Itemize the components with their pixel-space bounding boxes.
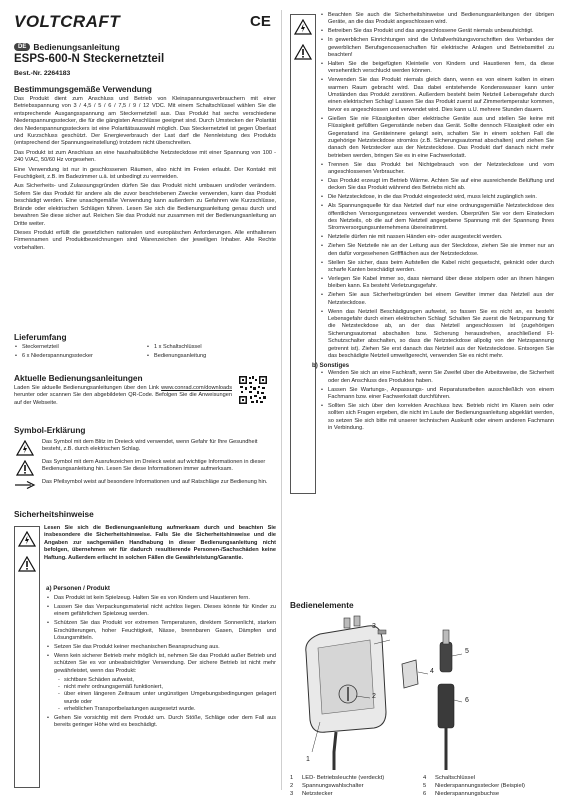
legend-item: 3 Netzstecker	[290, 791, 333, 797]
list-item: • 1 x Schaltschlüssel	[154, 344, 276, 351]
dash-item: - nicht mehr ordnungsgemäß funktioniert,	[64, 684, 276, 691]
list-item: • Netzteile dürfen nie mit nassen Händen ein- oder ausgesteckt werden.	[328, 234, 554, 241]
symbol-text-exclamation: Das Symbol mit dem Ausrufezeichen im Dreieck weist auf wichtige Informationen in dieser Bedienungsanleitung hin. Lesen Sie diese Informationen immer aufmerksam.	[42, 459, 266, 473]
safety-list-a	[46, 595, 276, 731]
paragraph: Das Produkt ist zum Anschluss an eine haushaltsübliche Netzsteckdose mit einer Spannung von 100 - 240 V/AC, 50/60 Hz vorgesehen.	[14, 149, 276, 164]
section-heading-intended-use: Bestimmungsgemäße Verwendung	[14, 84, 152, 94]
manual-label: Bedienungsanleitung	[33, 42, 120, 52]
list-item: • Beachten Sie auch die Sicherheitshinweise und Bedienungsanleitungen der übrigen Geräte, an die das Produkt angeschlossen wird.	[328, 12, 554, 27]
list-item: • Das Produkt erzeugt im Betrieb Wärme. Achten Sie auf eine ausreichende Belüftung und decken Sie das Produkt während des Betriebs nicht ab.	[328, 178, 554, 193]
symbol-text-lightning: Das Symbol mit dem Blitz im Dreieck wird verwendet, wenn Gefahr für Ihre Gesundheit besteht, z.B. durch elektrischen Schlag.	[42, 439, 258, 453]
list-item: • 6 x Niederspannungsstecker	[22, 353, 144, 360]
column-divider	[281, 10, 282, 790]
callout-4: 4	[430, 668, 434, 675]
list-item: • Lassen Sie das Verpackungsmaterial nicht achtlos liegen. Dieses könnte für Kinder zu einem gefährlichen Spielzeug werden.	[54, 604, 276, 619]
symbol-text-arrow: Das Pfeilsymbol weist auf besondere Informationen und auf Ratschläge zur Bedienung hin.	[42, 479, 268, 485]
dash-item: - sichtbare Schäden aufweist,	[64, 677, 276, 684]
safety-icon-box-right	[290, 14, 316, 494]
section-heading-safety: Sicherheitshinweise	[14, 509, 94, 519]
manuals-text	[14, 385, 232, 407]
list-item: • Wenn kein sicherer Betrieb mehr möglich ist, nehmen Sie das Produkt außer Betrieb und schützen Sie es vor unbeabsichtigter Verwendung. Der sichere Betrieb ist nicht mehr gewährleistet, wenn das Produkt:	[54, 653, 276, 675]
list-item: • In gewerblichen Einrichtungen sind die Unfallverhütungsvorschriften des Verbandes der gewerblichen Berufsgenossenschaften für elektrische Anlagen und Betriebsmittel zu beachten!	[328, 37, 554, 59]
list-item: • Trennen Sie das Produkt bei Nichtgebrauch von der Netzsteckdose und vom angeschlossenen Verbraucher.	[328, 162, 554, 177]
callout-6: 6	[465, 697, 469, 704]
ce-mark: CE	[250, 13, 271, 30]
subsection-other: b) Sonstiges	[312, 361, 350, 369]
list-item: • Setzen Sie das Produkt keiner mechanischen Beanspruchung aus.	[54, 644, 276, 651]
lightning-warning-icon	[16, 440, 34, 456]
lightning-warning-icon	[294, 19, 312, 35]
callout-1: 1	[306, 756, 310, 763]
callout-2: 2	[372, 693, 376, 700]
list-item: • Steckernetzteil	[22, 344, 144, 351]
legend-item: 5 Niederspannungsstecker (Beispiel)	[423, 783, 525, 789]
download-link[interactable]: www.conrad.com/downloads	[161, 385, 232, 391]
manuals-text-b: herunter oder scannen Sie den abgebildeten QR-Code. Befolgen Sie die Anweisungen auf der Webseite.	[14, 392, 232, 406]
list-item: • Ziehen Sie aus Sicherheitsgründen bei einem Gewitter immer das Netzteil aus der Netzsteckdose.	[328, 292, 554, 307]
list-item: • Die Netzsteckdose, in die das Produkt eingesteckt wird, muss leicht zugänglich sein.	[328, 194, 554, 201]
exclamation-warning-icon	[16, 460, 34, 476]
language-badge: DE	[14, 43, 30, 51]
legend-item: 2 Spannungswahlschalter	[290, 783, 364, 789]
list-item: • Gießen Sie nie Flüssigkeiten über elektrische Geräte aus und stellen Sie keine mit Flüssigkeit gefüllten Gegenstände neben das Gerät. Sollte dennoch Flüssigkeit oder ein Gegenstand ins Geräteinnere gelangt sein, schalten Sie in einem solchen Fall die zugehörige Netzsteckdose stromlos (z.B. Sicherungsautomat abschalten) und ziehen Sie danach den Netzstecker aus der Netzsteckdose. Das Produkt darf danach nicht mehr betrieben werden, bringen Sie es in eine Fachwerkstatt.	[328, 116, 554, 160]
legend-item: 1 LED- Betriebsleuchte (verdeckt)	[290, 775, 385, 781]
section-heading-controls: Bedienelemente	[290, 600, 354, 610]
list-item: • Stellen Sie sicher, dass beim Aufstellen die Kabel nicht gequetscht, geknickt oder durch scharfe Kanten beschädigt werden.	[328, 260, 554, 275]
safety-intro-bold: Lesen Sie sich die Bedienungsanleitung aufmerksam durch und beachten Sie insbesondere die Sicherheitshinweise. Falls Sie die Sicherheitshinweise und die Angaben zur sachgemäßen Handhabung in dieser Bedienungsanleitung nicht befolgen, übernehmen wir für dadurch resultierende Personen-/Sachschäden keine Haftung. Außerdem erlischt in solchen Fällen die Gewährleistung/Garantie.	[44, 525, 276, 561]
lightning-warning-icon	[18, 531, 36, 547]
subsection-persons-product: a) Personen / Produkt	[46, 585, 110, 592]
list-item: • Wenn das Netzteil Beschädigungen aufweist, so fassen Sie es nicht an, es besteht Lebensgefahr durch einen elektrischen Schlag! Schalten Sie zuerst die Netzspannung für die Netzsteckdose ab, an der das Netzteil angeschlossen ist (zugehörigen Sicherungsautomat abschalten bzw. Sicherung herausdrehen, anschließend FI-Schutzschalter abschalten, so dass die Netzsteckdose allpolig von der Netzspannung getrennt ist). Ziehen Sie erst danach das Netzteil aus der Netzsteckdose. Entsorgen Sie das beschädigte Netzteil umweltgerecht, verwenden Sie es nicht mehr.	[328, 309, 554, 361]
paragraph: Dieses Produkt erfüllt die gesetzlichen nationalen und europäischen Anforderungen. Alle enthaltenen Firmennamen und Produktbezeichnungen sind Warenzeichen der jeweiligen Inhaber. Alle Rechte vorbehalten.	[14, 229, 276, 251]
list-item: • Als Spannungsquelle für das Netzteil darf nur eine ordnungsgemäße Netzsteckdose des öffentlichen Versorgungsnetzes verwendet werden. Überprüfen Sie vor dem Einstecken des Netzteils, ob die auf dem Netzteil angegebene Spannung mit der Spannung Ihres Stromversorgungsunternehmens übereinstimmt.	[328, 203, 554, 233]
safety-list-right	[312, 12, 554, 434]
section-heading-symbols: Symbol-Erklärung	[14, 425, 86, 435]
product-illustration	[290, 612, 480, 770]
exclamation-warning-icon	[18, 556, 36, 572]
list-item: • Gehen Sie vorsichtig mit dem Produkt um. Durch Stöße, Schläge oder dem Fall aus bereits geringer Höhe wird es beschädigt.	[54, 715, 276, 730]
delivery-list	[14, 344, 276, 362]
paragraph: Aus Sicherheits- und Zulassungsgründen dürfen Sie das Produkt nicht umbauen und/oder verändern. Sofern Sie das Produkt für andere als die zuvor beschriebenen Zwecke verwenden, kann das Produkt beschädigt werden. Eine unsachgemäße Verwendung kann außerdem zu Gefahren wie Kurzschlüsse, Brände oder elektrischen Schlägen führen. Lesen Sie sich die Bedienungsanleitung genau durch und bewahren Sie diese sicher auf. Reichen Sie das Produkt nur zusammen mit der Bedienungsanleitung an Dritte weiter.	[14, 183, 276, 227]
brand-logo: VOLTCRAFT	[14, 12, 121, 31]
dash-item: - erheblichen Transportbelastungen ausgesetzt wurde.	[64, 706, 276, 713]
safety-icon-box	[14, 526, 40, 788]
list-item: • Sollten Sie sich über den korrekten Anschluss bzw. Betrieb nicht im Klaren sein oder sollten sich Fragen ergeben, die nicht im Laufe der Bedienungsanleitung abgeklärt werden, so setzen Sie sich bitte mit unserer technischen Auskunft oder einem anderen Fachmann in Verbindung.	[328, 403, 554, 433]
list-item: • Wenden Sie sich an eine Fachkraft, wenn Sie Zweifel über die Arbeitsweise, die Sicherheit oder den Anschluss des Produktes haben.	[328, 370, 554, 385]
list-item: • Lassen Sie Wartungs-, Anpassungs- und Reparaturarbeiten ausschließlich von einem Fachmann bzw. einer Fachwerkstatt durchführen.	[328, 387, 554, 402]
list-item: • Ziehen Sie Netzteile nie an der Leitung aus der Steckdose, ziehen Sie sie immer nur an den dafür vorgesehenen Griffflächen aus der Netzsteckdose.	[328, 243, 554, 258]
section-heading-manuals: Aktuelle Bedienungsanleitungen	[14, 373, 143, 383]
manuals-text-a: Laden Sie aktuelle Bedienungsanleitungen über den Link	[14, 385, 162, 391]
legend-item: 6 Niederspannungsbuchse	[423, 791, 500, 797]
paragraph: Eine Verwendung ist nur in geschlossenen Räumen, also nicht im Freien erlaubt. Der Kontakt mit Feuchtigkeit, z.B. im Badezimmer u.ä. ist unbedingt zu vermeiden.	[14, 166, 276, 181]
list-item: • Betreiben Sie das Produkt und das angeschlossene Gerät niemals unbeaufsichtigt.	[328, 28, 554, 35]
list-item: • Verlegen Sie Kabel immer so, dass niemand über diese stolpern oder an ihnen hängen bleiben kann. Es besteht Verletzungsgefahr.	[328, 276, 554, 291]
exclamation-warning-icon	[294, 44, 312, 60]
article-number: Best.-Nr. 2264183	[14, 70, 71, 77]
intended-use-text	[14, 96, 276, 254]
callout-3: 3	[372, 623, 376, 630]
paragraph: Das Produkt dient zum Anschluss und Betrieb von Kleinspannungsverbrauchern mit einer Betriebsspannung von 3 / 4,5 / 5 / 6 / 7,5 / 9 / 12 VDC. Mit einem Schaltschlüssel wählen Sie die entsprechende Ausgangsspannung am Steckernetzteil aus. Das Produkt hat sechs verschiedene Niederspannungsstecker, die für die gängisten Anschlüsse geeignet sind. Durch Umstecken der Polarität des Niederspannungssteckers ist eine Polaritätsauswahl möglich. Das Steckernetzteil ist gegen Überlast und Kurzschluss geschützt. Der Energieverbrauch der Last darf die Nennleistung des Produkts (entsprechend der Spannungseinstellung) trotzdem nicht überschreiten.	[14, 96, 276, 147]
section-heading-delivery: Lieferumfang	[14, 332, 67, 342]
list-item: • Das Produkt ist kein Spielzeug. Halten Sie es von Kindern und Haustieren fern.	[54, 595, 276, 602]
list-item: • Bedienungsanleitung	[154, 353, 276, 360]
language-label	[14, 42, 120, 52]
product-title: ESPS-600-N Steckernetzteil	[14, 53, 165, 65]
legend-item: 4 Schaltschlüssel	[423, 775, 475, 781]
controls-legend	[290, 774, 556, 798]
dash-item: - über einen längeren Zeitraum unter ungünstigen Umgebungsbedingungen gelagert wurde oder	[64, 691, 276, 706]
list-item: • Schützen Sie das Produkt vor extremen Temperaturen, direktem Sonnenlicht, starken Erschütterungen, hoher Feuchtigkeit, Nässe, brennbaren Gasen, Dämpfen und Lösungsmitteln.	[54, 620, 276, 642]
callout-5: 5	[465, 648, 469, 655]
list-item: • Halten Sie die beigefügten Kleinteile von Kindern und Haustieren fern, da diese versehentlich verschluckt werden können.	[328, 61, 554, 76]
list-item: • Verwenden Sie das Produkt niemals gleich dann, wenn es von einem kalten in einen warmen Raum gebracht wird. Das dabei entstehende Kondenswasser kann unter Umständen das Produkt zerstören. Außerdem besteht beim Netzteil Lebensgefahr durch einen elektrischen Schlag! Lassen Sie das Produkt zuerst auf Zimmertemperatur kommen, bevor es angeschlossen und verwendet wird. Dies kann u.U. mehrere Stunden dauern.	[328, 77, 554, 114]
arrow-right-icon	[14, 480, 36, 490]
qr-code-icon	[238, 375, 268, 405]
